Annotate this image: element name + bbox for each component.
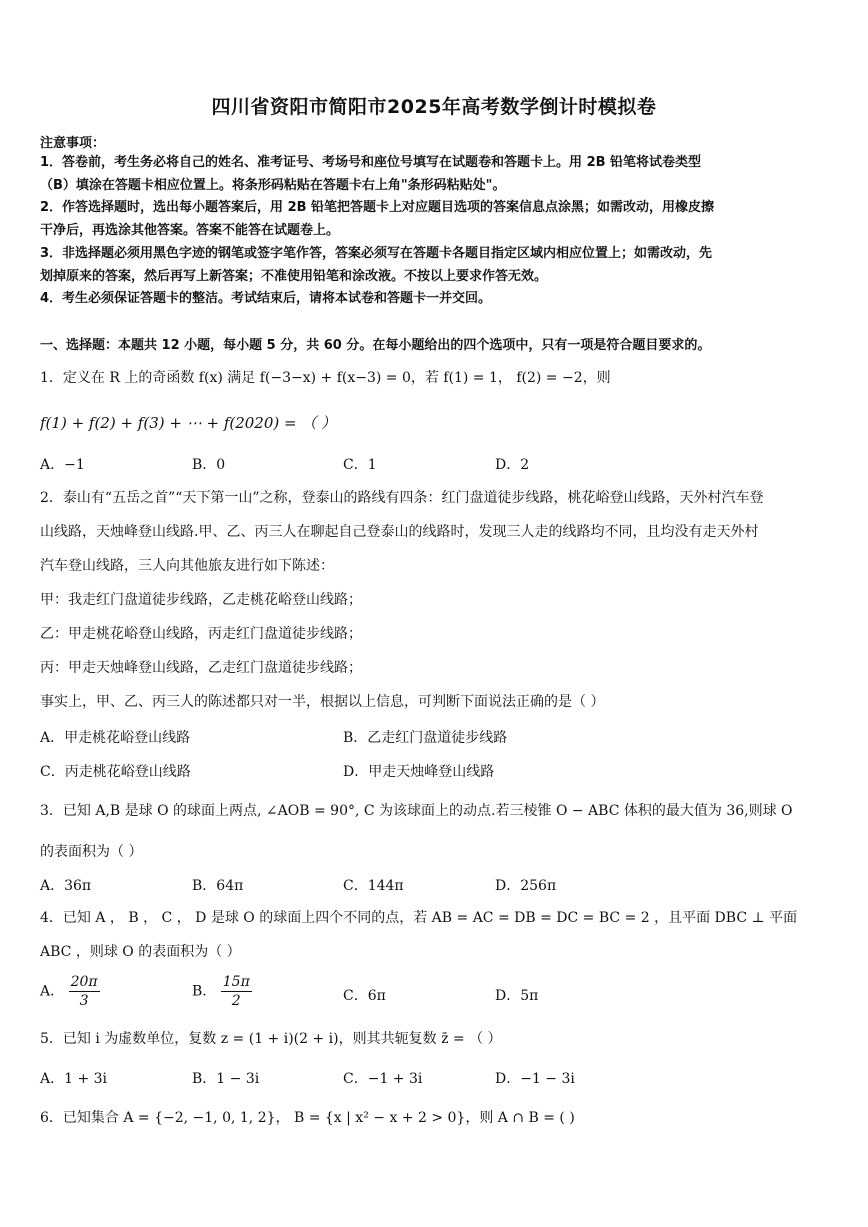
notice-line: （B）填涂在答题卡相应位置上。将条形码粘贴在答题卡右上角"条形码粘贴处"。: [40, 178, 506, 193]
q4-option-b-fraction: [221, 973, 252, 1010]
question-2-statement: 甲：我走红门盘道徒步线路，乙走桃花峪登山线路；: [40, 592, 362, 608]
question-3: 3．已知 A,B 是球 O 的球面上两点, ∠AOB = 90°, C 为该球面上的动点.若三棱锥 O − ABC 体积的最大值为 36,则球 O: [40, 803, 793, 819]
q4-option-d: D．5π: [495, 988, 539, 1004]
fraction-numerator: 15π: [222, 974, 250, 990]
notice-line: 1．答卷前，考生务必将自己的姓名、准考证号、考场号和座位号填写在试题卷和答题卡上。用 2B 铅笔将试卷类型: [40, 155, 702, 170]
question-2-statement: 乙：甲走桃花峪登山线路，丙走红门盘道徒步线路；: [40, 626, 362, 642]
notice-heading: 注意事项：: [40, 136, 106, 151]
q2-option-c: C．丙走桃花峪登山线路: [40, 764, 191, 780]
q3-option-a: A．36π: [40, 878, 92, 894]
question-4: 4．已知 A ， B ， C ， D 是球 O 的球面上四个不同的点，若 AB = AC = DB = DC = BC = 2 ，且平面 DBC ⊥ 平面: [40, 910, 798, 926]
question-2: 2．泰山有“五岳之首”“天下第一山”之称，登泰山的路线有四条：红门盘道徒步线路，桃花峪登山线路，天外村汽车登: [40, 490, 764, 506]
notice-line: 2．作答选择题时，选出每小题答案后，用 2B 铅笔把答题卡上对应题目选项的答案信息点涂黑；如需改动，用橡皮擦: [40, 200, 715, 215]
question-2-line: 山线路，天烛峰登山线路.甲、乙、丙三人在聊起自己登泰山的线路时，发现三人走的线路均不同，且均没有走天外村: [40, 524, 759, 540]
q5-option-c: C．−1 + 3i: [343, 1071, 423, 1087]
question-3-line: 的表面积为（ ）: [40, 844, 143, 860]
page-title: 四川省资阳市简阳市2025年高考数学倒计时模拟卷: [211, 96, 657, 118]
q5-option-a: A．1 + 3i: [40, 1071, 108, 1087]
question-4-line: ABC ，则球 O 的表面积为（ ）: [40, 944, 241, 960]
notice-line: 干净后，再选涂其他答案。答案不能答在试题卷上。: [40, 223, 340, 238]
notice-line: 3．非选择题必须用黑色字迹的钢笔或签字笔作答，答案必须写在答题卡各题目指定区域内相应位置上；如需改动，先: [40, 246, 713, 261]
question-1-expression: f(1) + f(2) + f(3) + ⋯ + f(2020) = （ ）: [40, 414, 337, 432]
q1-option-c: C．1: [343, 457, 377, 473]
notice-line: 划掉原来的答案，然后再写上新答案；不准使用铅笔和涂改液。不按以上要求作答无效。: [40, 269, 548, 284]
notice-line: 4．考生必须保证答题卡的整洁。考试结束后，请将本试卷和答题卡一并交回。: [40, 291, 492, 306]
q1-option-a: A．−1: [40, 457, 85, 473]
question-2-line: 事实上，甲、乙、丙三人的陈述都只对一半，根据以上信息，可判断下面说法正确的是（ ）: [40, 694, 605, 710]
section-heading: 一、选择题：本题共 12 小题，每小题 5 分，共 60 分。在每小题给出的四个选项中，只有一项是符合题目要求的。: [40, 338, 711, 353]
q3-option-c: C．144π: [343, 878, 404, 894]
q3-option-b: B．64π: [192, 878, 244, 894]
q3-option-d: D．256π: [495, 878, 557, 894]
question-2-statement: 丙：甲走天烛峰登山线路，乙走红门盘道徒步线路；: [40, 660, 362, 676]
q5-option-b: B．1 − 3i: [192, 1071, 260, 1087]
q1-option-b: B．0: [192, 457, 226, 473]
q4-option-a-fraction: [69, 973, 100, 1010]
q4-option-a-label: A．: [40, 983, 65, 1000]
q5-option-d: D．−1 − 3i: [495, 1071, 575, 1087]
q4-option-b: [192, 973, 252, 1010]
question-2-line: 汽车登山线路，三人向其他旅友进行如下陈述：: [40, 558, 334, 574]
q1-option-d: D．2: [495, 457, 530, 473]
fraction-denominator: 3: [79, 993, 89, 1009]
fraction-numerator: 20π: [70, 974, 98, 990]
question-1: 1．定义在 R 上的奇函数 f(x) 满足 f(−3−x) + f(x−3) = 0，若 f(1) = 1， f(2) = −2，则: [40, 370, 611, 386]
q4-option-a: [40, 973, 100, 1010]
question-5: 5．已知 i 为虚数单位，复数 z = (1 + i)(2 + i)，则其共轭复数 z̄ = （ ）: [40, 1031, 502, 1047]
fraction-denominator: 2: [231, 993, 241, 1009]
q2-option-a: A．甲走桃花峪登山线路: [40, 730, 191, 746]
q4-option-c: C．6π: [343, 988, 386, 1004]
q2-option-d: D．甲走天烛峰登山线路: [343, 764, 495, 780]
q4-option-b-label: B．: [192, 983, 217, 1000]
q2-option-b: B．乙走红门盘道徒步线路: [343, 730, 508, 746]
question-6: 6．已知集合 A = {−2, −1, 0, 1, 2}， B = {x | x² − x + 2 > 0}，则 A ∩ B = ( ): [40, 1110, 575, 1126]
